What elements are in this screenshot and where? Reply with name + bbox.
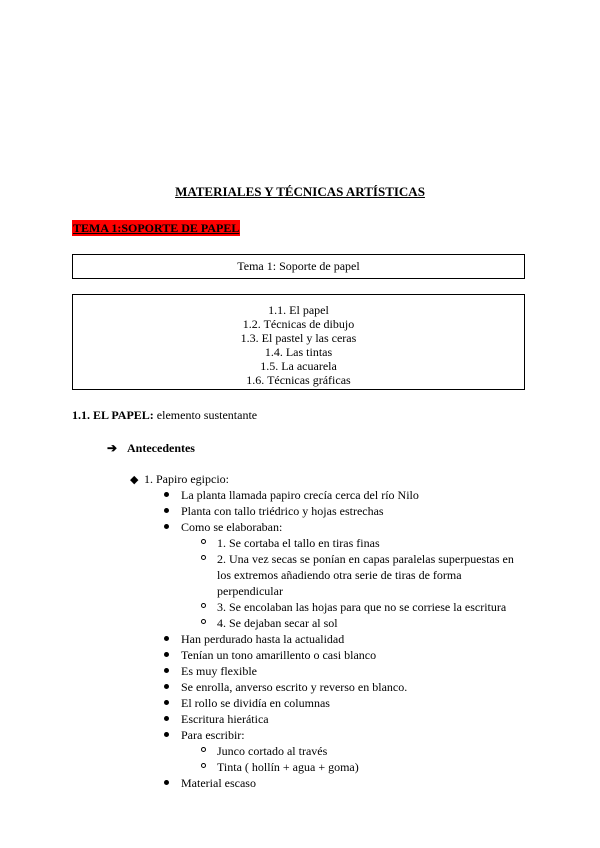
- bullet-icon: [164, 668, 169, 673]
- bullet-icon: [164, 524, 169, 529]
- tema-heading: TEMA 1:SOPORTE DE PAPEL: [73, 221, 240, 235]
- bullet-icon: [164, 732, 169, 737]
- circle-bullet-icon: [201, 603, 206, 608]
- bullet-icon: [164, 508, 169, 513]
- contents-box: [72, 294, 525, 390]
- circle-bullet-icon: [201, 539, 206, 544]
- papiro-item: [130, 471, 229, 488]
- section-heading: [72, 407, 257, 423]
- diamond-bullet-icon: ◆: [130, 474, 139, 486]
- bullet-icon: [164, 636, 169, 641]
- circle-bullet-icon: [201, 619, 206, 624]
- contents-item: 1.6. Técnicas gráficas: [246, 373, 351, 387]
- section-subtitle: elemento sustentante: [153, 408, 258, 422]
- bullet-icon: [164, 684, 169, 689]
- circle-bullet-icon: [201, 747, 206, 752]
- contents-item: 1.5. La acuarela: [260, 359, 337, 373]
- circle-bullet-icon: [201, 763, 206, 768]
- document-title: MATERIALES Y TÉCNICAS ARTÍSTICAS: [175, 184, 425, 199]
- bullet-icon: [164, 492, 169, 497]
- papiro-label: 1. Papiro egipcio:: [144, 472, 229, 486]
- bullet-icon: [164, 780, 169, 785]
- bullet-icon: [164, 700, 169, 705]
- bullet-icon: [164, 652, 169, 657]
- contents-item: 1.3. El pastel y las ceras: [240, 331, 357, 345]
- antecedentes-heading: [107, 440, 195, 456]
- section-label: 1.1. EL PAPEL:: [72, 408, 154, 422]
- bullet-icon: [164, 716, 169, 721]
- arrow-icon: ➔: [107, 441, 118, 455]
- contents-item: 1.4. Las tintas: [264, 345, 333, 359]
- topic-box: Tema 1: Soporte de papel: [72, 254, 525, 279]
- contents-item: 1.2. Técnicas de dibujo: [242, 317, 355, 331]
- circle-bullet-icon: [201, 555, 206, 560]
- antecedentes-label: Antecedentes: [127, 441, 195, 455]
- contents-item: 1.1. El papel: [268, 303, 329, 317]
